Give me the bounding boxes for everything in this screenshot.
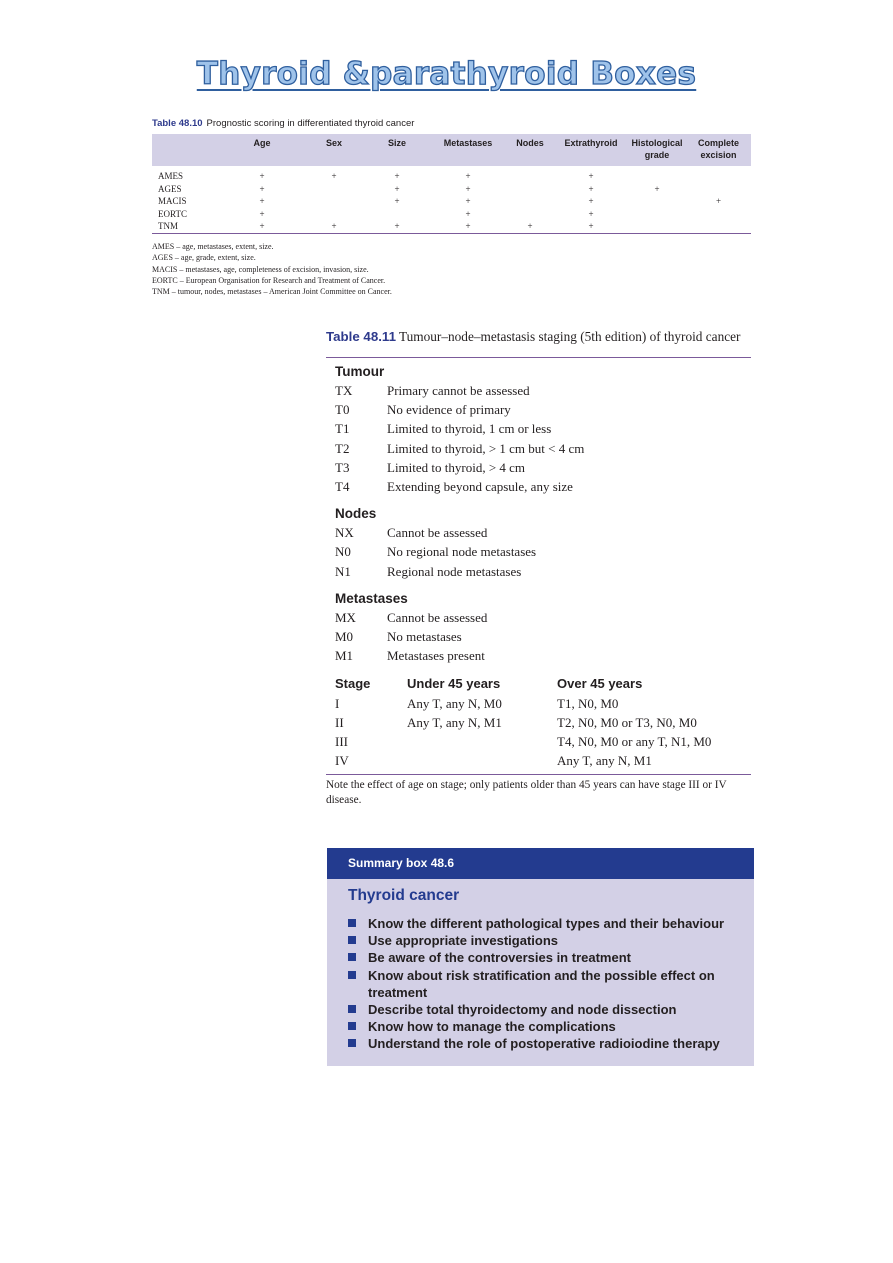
table-cell bbox=[628, 195, 686, 208]
stage-row bbox=[335, 751, 751, 770]
table-cell bbox=[506, 166, 554, 183]
table-48-11-note: Note the effect of age on stage; only patients older than 45 years can have stage III or IV disease. bbox=[326, 774, 751, 808]
prognostic-scoring-table bbox=[152, 134, 751, 234]
column-header: Age bbox=[220, 134, 304, 166]
table-cell: + bbox=[588, 208, 594, 219]
table-cell bbox=[628, 220, 686, 233]
summary-item bbox=[348, 1035, 754, 1052]
staging-description: Metastases present bbox=[387, 648, 485, 664]
table-header-row bbox=[152, 134, 751, 166]
table-cell bbox=[506, 183, 554, 196]
table-cell bbox=[686, 220, 751, 233]
square-bullet-icon bbox=[348, 953, 356, 961]
table-cell: + bbox=[259, 183, 265, 194]
footnote: AMES – age, metastases, extent, size. bbox=[152, 242, 274, 251]
staging-description: Regional node metastases bbox=[387, 563, 522, 579]
column-header: Complete excision bbox=[686, 134, 751, 166]
summary-list bbox=[327, 915, 754, 1053]
staging-description: Cannot be assessed bbox=[387, 525, 488, 541]
table-cell: + bbox=[465, 196, 471, 207]
over-45-value: Any T, any N, M1 bbox=[557, 753, 652, 769]
summary-item-text: Know the different pathological types and their behaviour bbox=[368, 916, 725, 931]
table-cell bbox=[506, 208, 554, 221]
column-header: Extrathyroid bbox=[554, 134, 628, 166]
staging-code: N1 bbox=[335, 563, 351, 579]
staging-row bbox=[335, 523, 751, 542]
stage-value: IV bbox=[335, 753, 349, 769]
table-48-10-caption bbox=[152, 118, 414, 129]
over-45-value: T2, N0, M0 or T3, N0, M0 bbox=[557, 714, 697, 730]
summary-item bbox=[348, 1001, 754, 1018]
tumour-section bbox=[326, 363, 751, 496]
summary-item bbox=[348, 932, 754, 949]
stage-header: Stage bbox=[335, 676, 371, 692]
footnote: AGES – age, grade, extent, size. bbox=[152, 253, 256, 263]
table-cell: + bbox=[259, 208, 265, 219]
table-cell: + bbox=[394, 183, 400, 194]
table-cell: + bbox=[465, 183, 471, 194]
table-row bbox=[152, 220, 751, 233]
stage-header-row bbox=[335, 674, 751, 693]
table-cell bbox=[628, 166, 686, 183]
tnm-staging-table bbox=[326, 327, 751, 808]
stage-row bbox=[335, 713, 751, 732]
square-bullet-icon bbox=[348, 1022, 356, 1030]
staging-code: T3 bbox=[335, 459, 350, 475]
table-cell bbox=[506, 195, 554, 208]
footnote: EORTC – European Organisation for Research and Treatment of Cancer. bbox=[152, 275, 386, 285]
staging-row bbox=[335, 608, 751, 627]
table-caption-text: Tumour–node–metastasis staging (5th edition) of thyroid cancer bbox=[398, 329, 741, 344]
table-cell bbox=[686, 183, 751, 196]
staging-code: M1 bbox=[335, 648, 354, 664]
section-heading: Nodes bbox=[335, 506, 377, 522]
staging-code: MX bbox=[335, 609, 356, 625]
table-cell: + bbox=[331, 171, 337, 181]
table-row bbox=[152, 208, 751, 221]
square-bullet-icon bbox=[348, 919, 356, 927]
divider bbox=[326, 357, 751, 358]
column-header: Nodes bbox=[506, 134, 554, 166]
column-header: Size bbox=[364, 134, 430, 166]
staging-description: Limited to thyroid, > 1 cm but < 4 cm bbox=[387, 440, 585, 456]
under-45-value: Any T, any N, M0 bbox=[407, 695, 502, 711]
table-cell: + bbox=[394, 171, 400, 181]
column-header: Sex bbox=[304, 134, 364, 166]
staging-row bbox=[335, 419, 751, 438]
under-45-value bbox=[407, 751, 557, 770]
section-heading: Metastases bbox=[335, 590, 408, 606]
staging-row bbox=[335, 400, 751, 419]
staging-description: Limited to thyroid, 1 cm or less bbox=[387, 421, 552, 437]
summary-item bbox=[348, 967, 754, 1001]
table-cell bbox=[304, 183, 364, 196]
summary-item-text: Use appropriate investigations bbox=[368, 933, 558, 949]
page-title: Thyroid &parathyroid Boxes bbox=[196, 56, 697, 92]
summary-item-text: Be aware of the controversies in treatment bbox=[368, 950, 631, 966]
table-cell: + bbox=[394, 196, 400, 207]
table-cell: + bbox=[304, 220, 364, 233]
summary-item bbox=[348, 915, 754, 932]
column-header: Metastases bbox=[430, 134, 506, 166]
table-cell bbox=[686, 166, 751, 183]
summary-item-text: Describe total thyroidectomy and node dissection bbox=[368, 1002, 677, 1018]
staging-code: NX bbox=[335, 525, 354, 541]
table-cell: + bbox=[220, 220, 304, 233]
staging-description: Cannot be assessed bbox=[387, 609, 488, 625]
table-row bbox=[152, 195, 751, 208]
table-cell bbox=[364, 208, 430, 221]
summary-item-text: Understand the role of postoperative radioiodine therapy bbox=[368, 1036, 720, 1052]
table-48-11-caption bbox=[326, 327, 751, 346]
table-cell bbox=[304, 195, 364, 208]
staging-code: M0 bbox=[335, 629, 354, 645]
table-number: Table 48.11 bbox=[326, 329, 396, 344]
summary-box-title: Thyroid cancer bbox=[348, 887, 460, 904]
table-cell: + bbox=[430, 220, 506, 233]
staging-description: Limited to thyroid, > 4 cm bbox=[387, 459, 526, 475]
staging-row bbox=[335, 458, 751, 477]
table-48-10-notes bbox=[152, 241, 392, 297]
table-caption-text: Prognostic scoring in differentiated thyroid cancer bbox=[206, 118, 415, 129]
column-header: Histological grade bbox=[628, 134, 686, 166]
staging-code: T0 bbox=[335, 402, 350, 418]
staging-code: TX bbox=[335, 383, 353, 398]
summary-item-text: Know about risk stratification and the possible effect on treatment bbox=[368, 967, 715, 1000]
table-cell: + bbox=[259, 171, 265, 181]
summary-box bbox=[327, 848, 754, 1066]
over-45-value: T1, N0, M0 bbox=[557, 695, 619, 711]
stage-section bbox=[335, 674, 751, 770]
staging-row bbox=[335, 381, 751, 400]
table-cell: + bbox=[465, 171, 471, 181]
staging-code: T1 bbox=[335, 421, 350, 437]
table-cell: + bbox=[588, 183, 594, 194]
staging-code: T4 bbox=[335, 479, 350, 495]
table-cell: + bbox=[554, 220, 628, 233]
table-cell: + bbox=[588, 171, 594, 181]
table-cell: + bbox=[588, 196, 594, 207]
table-cell: + bbox=[506, 220, 554, 233]
square-bullet-icon bbox=[348, 1005, 356, 1013]
metastases-section bbox=[326, 590, 751, 666]
square-bullet-icon bbox=[348, 936, 356, 944]
table-row bbox=[152, 183, 751, 196]
staging-description: Extending beyond capsule, any size bbox=[387, 479, 573, 495]
staging-row bbox=[335, 562, 751, 581]
under-45-header: Under 45 years bbox=[407, 676, 501, 692]
over-45-value: T4, N0, M0 or any T, N1, M0 bbox=[557, 734, 712, 750]
under-45-value: Any T, any N, M1 bbox=[407, 714, 502, 730]
staging-row bbox=[335, 542, 751, 561]
table-cell bbox=[686, 208, 751, 221]
staging-row bbox=[335, 477, 751, 496]
section-heading: Tumour bbox=[335, 364, 385, 379]
footnote: MACIS – metastases, age, completeness of excision, invasion, size. bbox=[152, 264, 369, 274]
score-name: AGES bbox=[158, 183, 182, 194]
staging-code: T2 bbox=[335, 440, 350, 456]
footnote: TNM – tumour, nodes, metastases – American Joint Committee on Cancer. bbox=[152, 287, 392, 297]
staging-description: No metastases bbox=[387, 629, 462, 645]
staging-row bbox=[335, 439, 751, 458]
summary-item-text: Know how to manage the complications bbox=[368, 1019, 616, 1035]
table-number: Table 48.10 bbox=[152, 118, 203, 129]
column-header bbox=[152, 134, 220, 166]
nodes-section bbox=[326, 505, 751, 581]
staging-code: N0 bbox=[335, 544, 351, 560]
table-cell: + bbox=[364, 220, 430, 233]
stage-row bbox=[335, 694, 751, 713]
table-row bbox=[152, 166, 751, 183]
table-cell: + bbox=[715, 196, 722, 207]
table-cell: + bbox=[654, 183, 660, 194]
stage-value: III bbox=[335, 734, 348, 750]
header-row bbox=[152, 134, 751, 166]
staging-description: No evidence of primary bbox=[387, 402, 511, 418]
table-cell: + bbox=[465, 208, 471, 219]
summary-box-label: Summary box 48.6 bbox=[327, 848, 754, 879]
over-45-header: Over 45 years bbox=[557, 676, 643, 692]
table-cell: + bbox=[259, 196, 265, 207]
score-name: TNM bbox=[152, 220, 220, 233]
staging-row bbox=[335, 627, 751, 646]
stage-value: II bbox=[335, 714, 344, 730]
summary-item bbox=[348, 949, 754, 966]
table-body bbox=[152, 166, 751, 233]
staging-row bbox=[335, 646, 751, 665]
staging-description: No regional node metastases bbox=[387, 544, 537, 560]
square-bullet-icon bbox=[348, 1039, 356, 1047]
summary-item bbox=[348, 1018, 754, 1035]
score-name: AMES bbox=[158, 171, 184, 181]
under-45-value bbox=[407, 732, 557, 751]
staging-description: Primary cannot be assessed bbox=[387, 383, 530, 398]
table-cell bbox=[628, 208, 686, 221]
stage-row bbox=[335, 732, 751, 751]
stage-value: I bbox=[335, 695, 340, 711]
table-cell bbox=[304, 208, 364, 221]
score-name: MACIS bbox=[158, 196, 187, 207]
score-name: EORTC bbox=[158, 208, 187, 219]
square-bullet-icon bbox=[348, 971, 356, 979]
